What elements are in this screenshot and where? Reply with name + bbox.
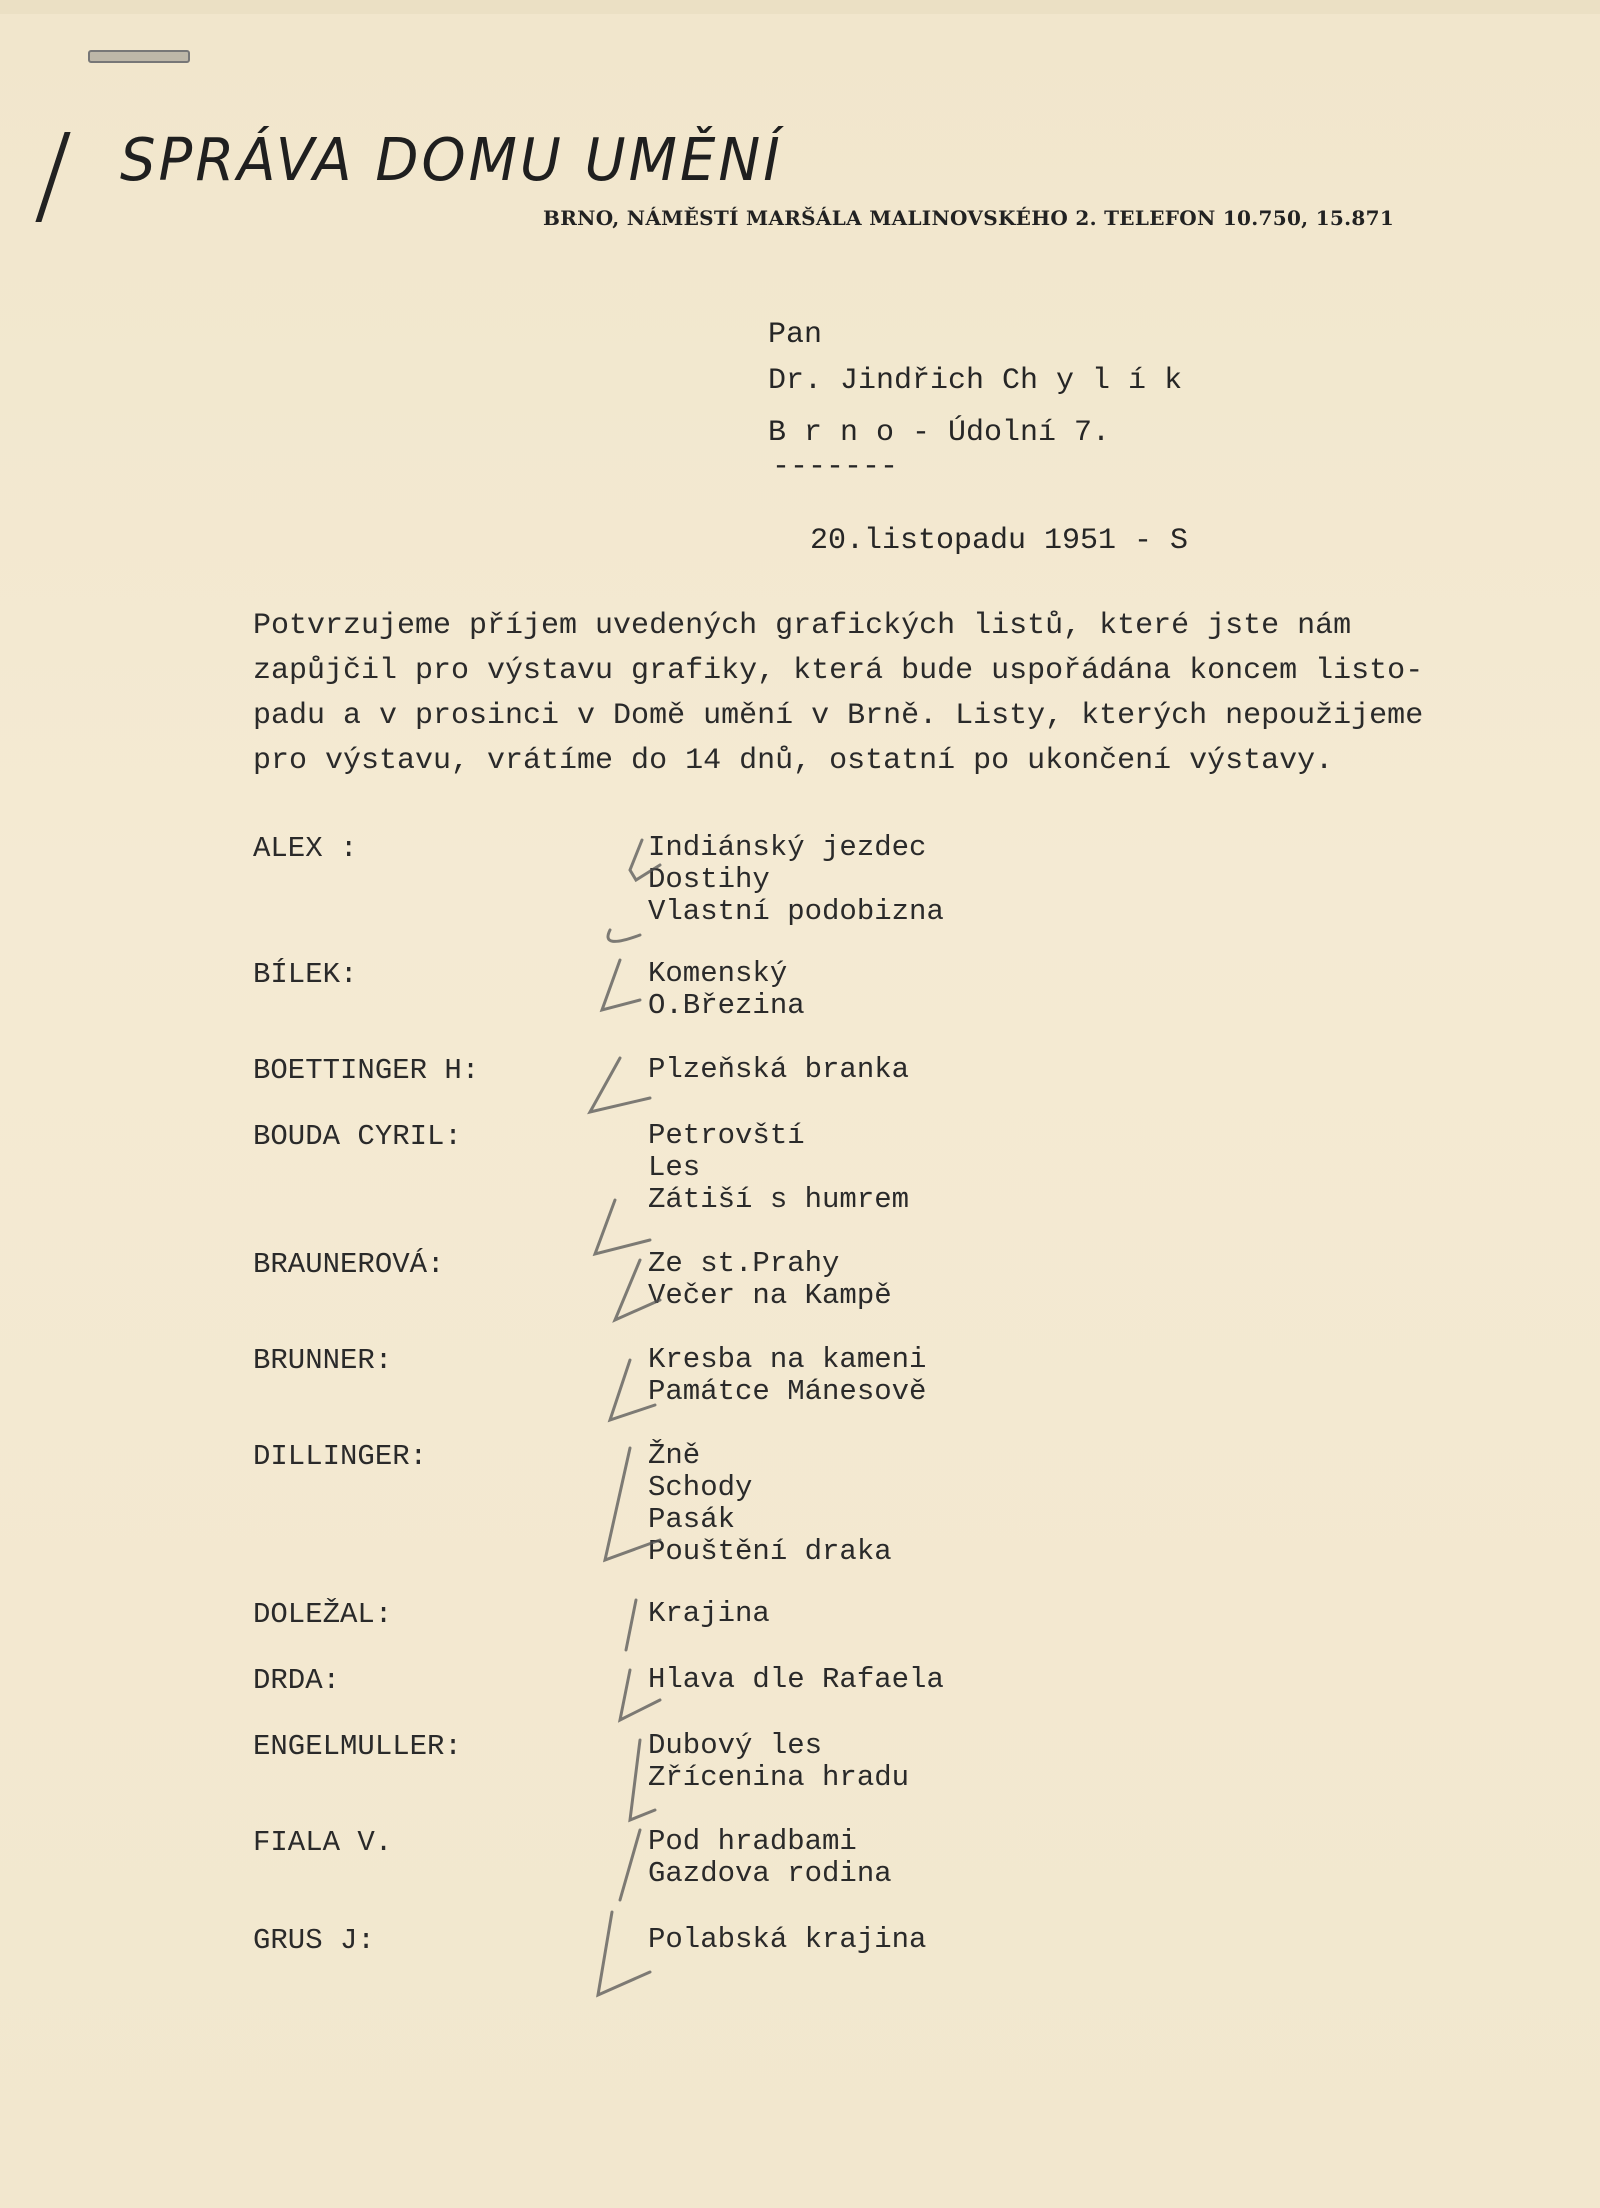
works-list	[648, 1664, 944, 1696]
letterhead-address: BRNO, NÁMĚSTÍ MARŠÁLA MALINOVSKÉHO 2. TELEFON 10.750, 15.871	[543, 206, 1395, 230]
work-title: Plzeňská branka	[648, 1053, 910, 1086]
artist-name: BRUNNER:	[253, 1344, 393, 1377]
letter-date: 20.listopadu 1951 - S	[810, 524, 1189, 558]
works-list	[648, 1924, 926, 1956]
work-title: Vlastní podobizna	[648, 895, 944, 928]
check-mark	[626, 1600, 636, 1650]
recipient-name: Dr. Jindřich Ch y l í k	[768, 364, 1183, 398]
work-title: Pouštění draka	[648, 1535, 892, 1568]
body-line: pro výstavu, vrátíme do 14 dnů, ostatní po ukončení výstavy.	[253, 744, 1334, 778]
recipient-address: B r n o - Údolní 7.	[768, 416, 1111, 450]
work-title: Zřícenina hradu	[648, 1761, 910, 1794]
staple	[88, 50, 190, 63]
body-line: Potvrzujeme příjem uvedených grafických listů, které jste nám	[253, 609, 1352, 643]
artist-name: BÍLEK:	[253, 958, 358, 991]
work-title: Pasák	[648, 1503, 736, 1536]
address-separator: -------	[772, 450, 899, 484]
artist-name: FIALA V.	[253, 1826, 393, 1859]
work-title: Schody	[648, 1471, 753, 1504]
check-mark	[602, 960, 640, 1010]
work-title: Krajina	[648, 1597, 770, 1630]
works-list	[648, 1598, 770, 1630]
work-title: Petrovští	[648, 1119, 805, 1152]
artist-name: DOLEŽAL:	[253, 1598, 393, 1631]
work-title: Kresba na kameni	[648, 1343, 927, 1376]
artist-name: DILLINGER:	[253, 1440, 428, 1473]
work-title: Indiánský jezdec	[648, 831, 927, 864]
artist-name: DRDA:	[253, 1664, 341, 1697]
works-list	[648, 1730, 909, 1794]
work-title: Zátiší s humrem	[648, 1183, 910, 1216]
artist-name: ENGELMULLER:	[253, 1730, 462, 1763]
work-title: Polabská krajina	[648, 1923, 927, 1956]
artist-name: BRAUNEROVÁ:	[253, 1248, 445, 1281]
artist-name: BOETTINGER H:	[253, 1054, 480, 1087]
work-title: O.Březina	[648, 989, 805, 1022]
body-line: padu a v prosinci v Domě umění v Brně. Listy, kterých nepoužijeme	[253, 699, 1424, 733]
work-title: Žně	[648, 1439, 701, 1472]
works-list	[648, 1054, 909, 1086]
check-mark	[608, 930, 640, 941]
artist-name: GRUS J:	[253, 1924, 375, 1957]
works-list	[648, 832, 944, 928]
works-list	[648, 958, 805, 1022]
works-list	[648, 1248, 892, 1312]
check-mark	[590, 1058, 650, 1112]
check-mark	[595, 1200, 650, 1254]
work-title: Komenský	[648, 957, 788, 990]
work-title: Gazdova rodina	[648, 1857, 892, 1890]
work-title: Večer na Kampě	[648, 1279, 892, 1312]
work-title: Památce Mánesově	[648, 1375, 927, 1408]
check-mark	[620, 1830, 640, 1900]
check-mark	[598, 1912, 650, 1995]
paper-top-edge	[0, 0, 1600, 14]
work-title: Pod hradbami	[648, 1825, 857, 1858]
body-line: zapůjčil pro výstavu grafiky, která bude uspořádána koncem listo-	[253, 654, 1424, 688]
artist-name: ALEX :	[253, 832, 358, 865]
artist-name: BOUDA CYRIL:	[253, 1120, 462, 1153]
work-title: Les	[648, 1151, 701, 1184]
work-title: Dostihy	[648, 863, 770, 896]
works-list	[648, 1344, 926, 1408]
works-list	[648, 1440, 892, 1568]
body-paragraph	[253, 604, 1513, 784]
letterhead-mark	[35, 132, 70, 222]
recipient-salutation: Pan	[768, 318, 823, 352]
letterhead-title: SPRÁVA DOMU UMĚNÍ	[120, 126, 783, 195]
work-title: Dubový les	[648, 1729, 823, 1762]
works-list	[648, 1826, 892, 1890]
works-list	[648, 1120, 909, 1216]
work-title: Hlava dle Rafaela	[648, 1663, 944, 1696]
work-title: Ze st.Prahy	[648, 1247, 840, 1280]
